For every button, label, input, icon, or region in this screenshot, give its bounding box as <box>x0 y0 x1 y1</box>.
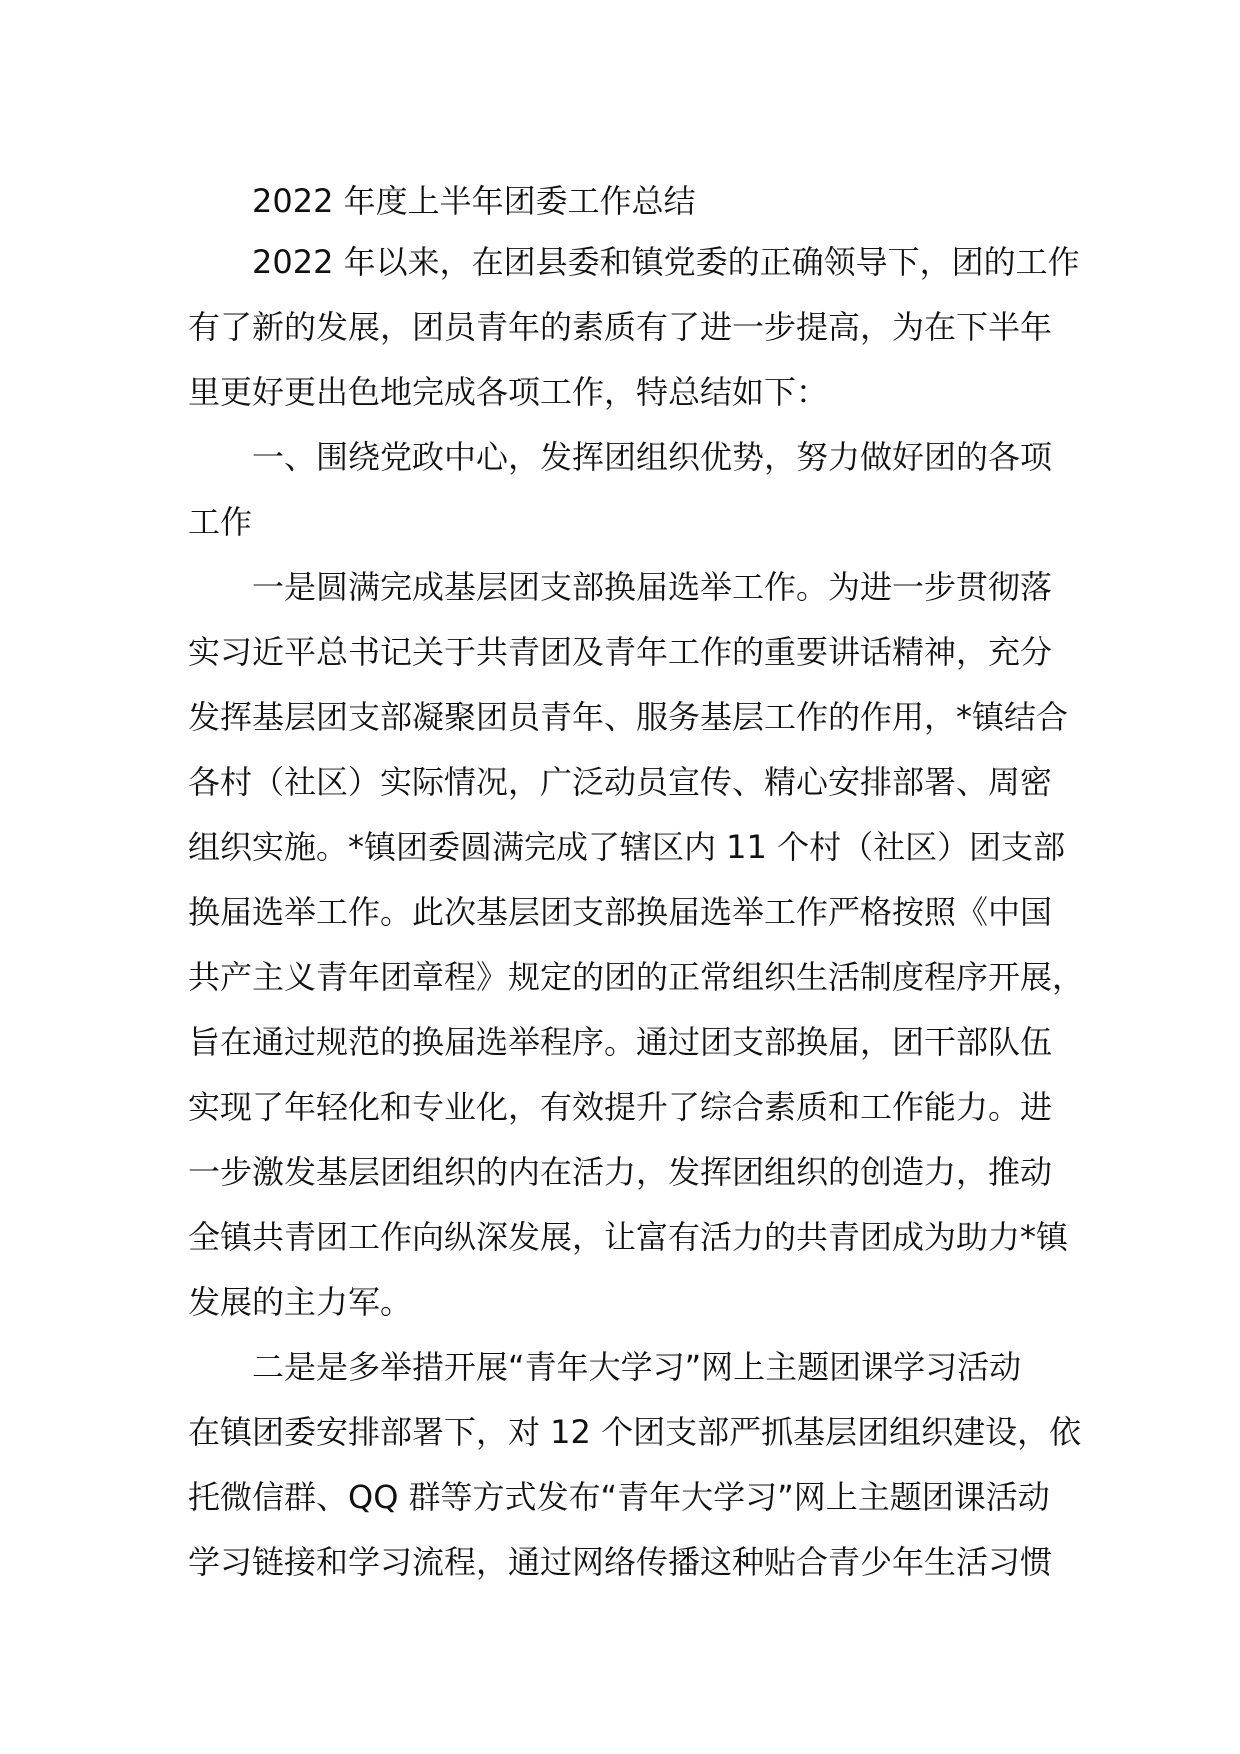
body-line: 有了新的发展，团员青年的素质有了进一步提高，为在下半年 <box>188 308 1053 346</box>
body-line: 共产主义青年团章程》规定的团的正常组织生活制度程序开展， <box>188 958 1085 996</box>
document-body <box>188 172 1085 1595</box>
body-line: 一步激发基层团组织的内在活力，发挥团组织的创造力，推动 <box>188 1153 1053 1191</box>
body-line: 全镇共青团工作向纵深发展，让富有活力的共青团成为助力*镇 <box>188 1218 1069 1256</box>
body-line: 旨在通过规范的换届选举程序。通过团支部换届，团干部队伍 <box>188 1023 1053 1061</box>
body-line: 换届选举工作。此次基层团支部换届选举工作严格按照《中国 <box>188 893 1053 931</box>
body-line: 2022 年以来，在团县委和镇党委的正确领导下，团的工作 <box>252 243 1080 281</box>
body-line: 组织实施。*镇团委圆满完成了辖区内 11 个村（社区）团支部 <box>188 828 1066 866</box>
section-heading-line: 工作 <box>188 503 253 541</box>
document-title: 2022 年度上半年团委工作总结 <box>252 182 696 220</box>
body-line: 二是是多举措开展“青年大学习”网上主题团课学习活动 <box>252 1348 1022 1386</box>
body-line: 在镇团委安排部署下，对 12 个团支部严抓基层团组织建设，依 <box>188 1413 1082 1451</box>
body-line: 托微信群、QQ 群等方式发布“青年大学习”网上主题团课活动 <box>188 1478 1050 1516</box>
body-line: 发展的主力军。 <box>188 1283 413 1321</box>
section-heading-line: 一、围绕党政中心，发挥团组织优势，努力做好团的各项 <box>252 438 1053 476</box>
body-line: 里更好更出色地完成各项工作，特总结如下： <box>188 373 829 411</box>
body-line: 实现了年轻化和专业化，有效提升了综合素质和工作能力。进 <box>188 1088 1053 1126</box>
body-line: 一是圆满完成基层团支部换届选举工作。为进一步贯彻落 <box>252 568 1053 606</box>
body-line: 发挥基层团支部凝聚团员青年、服务基层工作的作用，*镇结合 <box>188 698 1069 736</box>
body-line: 各村（社区）实际情况，广泛动员宣传、精心安排部署、周密 <box>188 763 1053 801</box>
body-line: 学习链接和学习流程，通过网络传播这种贴合青少年生活习惯 <box>188 1543 1053 1581</box>
body-line: 实习近平总书记关于共青团及青年工作的重要讲话精神，充分 <box>188 633 1053 671</box>
